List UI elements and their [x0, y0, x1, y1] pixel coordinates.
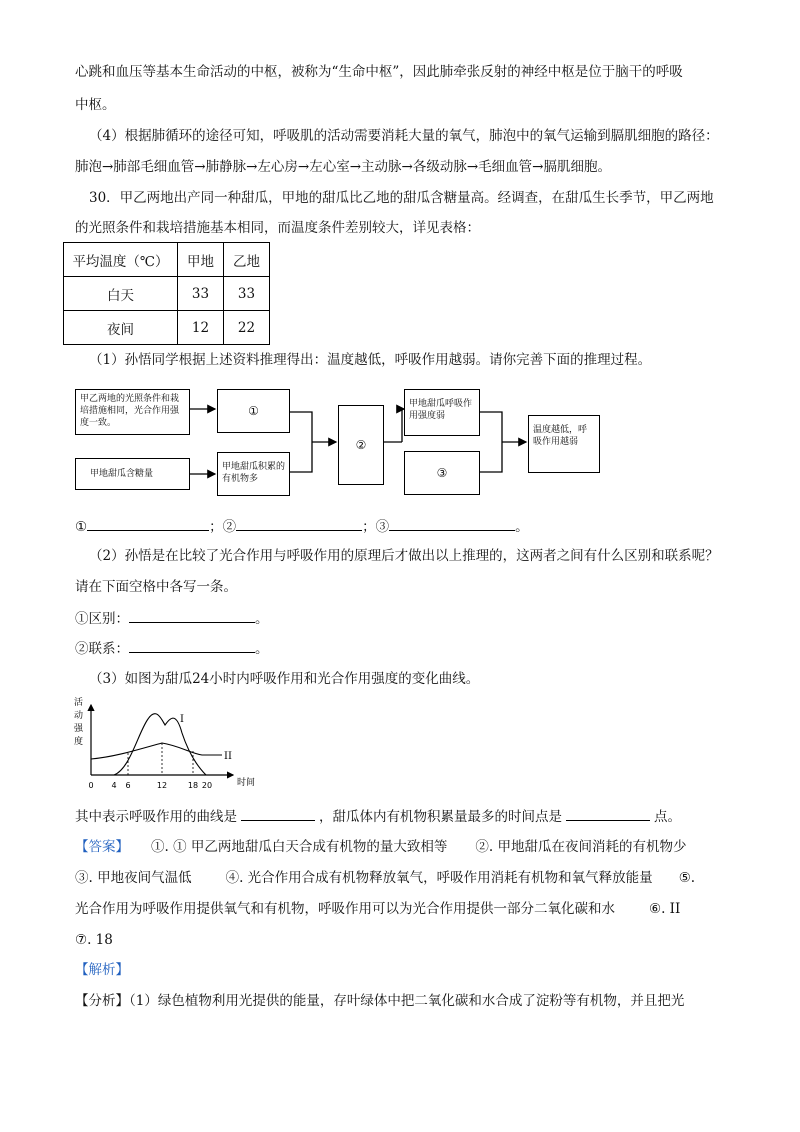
difference-label: ①区别： — [75, 611, 129, 627]
y-axis-label-char: 度 — [74, 737, 84, 747]
analysis-line — [75, 991, 684, 1011]
table-header-cell: 平均温度（℃） — [64, 243, 178, 277]
curve-1-label: I — [180, 714, 184, 725]
blank-1-label: ① — [75, 519, 88, 535]
blank-2-input[interactable] — [236, 516, 362, 531]
answer-5: 光合作用为呼吸作用提供氧气和有机物，呼吸作用可以为光合作用提供一部分二氧化碳和水 — [75, 901, 615, 917]
table-cell: 12 — [178, 311, 224, 345]
x-tick-label: 4 — [111, 781, 117, 790]
question-1: （1）孙悟同学根据上述资料推理得出：温度越低，呼吸作用越弱。请你完善下面的推理过程。 — [89, 352, 652, 368]
x-tick-label: 6 — [125, 781, 131, 790]
x-tick-label: 18 — [187, 781, 199, 790]
q3-text-b: ，甜瓜体内有机物积累量最多的时间点是 — [319, 809, 562, 825]
answer-4: ④. 光合作用合成有机物释放氧气，呼吸作用消耗有机物和氧气释放能量 — [225, 870, 653, 886]
period: 。 — [255, 641, 269, 657]
table-cell: 33 — [224, 277, 270, 311]
text-line: 心跳和血压等基本生命活动的中枢，被称为“生命中枢”，因此肺牵张反射的神经中枢是位于脑干的呼吸 — [75, 64, 683, 80]
table-cell: 夜间 — [64, 311, 178, 345]
answer-line-3 — [75, 899, 680, 919]
blank-3-label: ；③ — [362, 519, 390, 535]
table-header-cell: 甲地 — [178, 243, 224, 277]
table-cell: 33 — [178, 277, 224, 311]
answer-blanks-line — [75, 516, 529, 537]
period: 。 — [255, 611, 269, 627]
answer-line-1 — [75, 837, 686, 857]
question-3: （3）如图为甜瓜24小时内呼吸作用和光合作用强度的变化曲线。 — [89, 671, 480, 687]
question-30-line2: 的光照条件和栽培措施基本相同，而温度条件差别较大，详见表格： — [75, 220, 480, 236]
answer-3: ③. 甲地夜间气温低 — [75, 870, 192, 886]
analysis-sub-tag: 【分析】 — [75, 993, 129, 1009]
max-accumulation-input[interactable] — [566, 806, 650, 821]
respiration-curve-input[interactable] — [241, 806, 315, 821]
curve-respiration — [91, 743, 222, 759]
q3-text-c: 点。 — [654, 809, 681, 825]
y-axis-label-char: 强 — [74, 724, 84, 734]
difference-input[interactable] — [129, 608, 255, 623]
flow-box-respiration: 甲地甜瓜呼吸作用强度弱 — [404, 389, 480, 436]
analysis-tag: 【解析】 — [75, 962, 129, 978]
flow-box-conditions: 甲乙两地的光照条件和栽培措施相同，光合作用强度一致。 — [75, 389, 190, 435]
question-2-line1: （2）孙悟是在比较了光合作用与呼吸作用的原理后才做出以上推理的，这两者之间有什么区别和联系呢？ — [89, 548, 719, 564]
x-axis-label: 时间 — [237, 778, 256, 788]
link-label: ②联系： — [75, 641, 129, 657]
flow-box-organic: 甲地甜瓜积累的有机物多 — [217, 452, 290, 496]
analysis-text: （1）绿色植物利用光提供的能量，存叶绿体中把二氧化碳和水合成了淀粉等有机物，并且把光 — [129, 993, 685, 1009]
curve-2-label: II — [224, 751, 232, 762]
blank-3-input[interactable] — [389, 516, 515, 531]
table-cell: 22 — [224, 311, 270, 345]
x-tick-label: 12 — [156, 781, 168, 790]
blank-2-label: ；② — [209, 519, 237, 535]
text-line: （4）根据肺循环的途径可知，呼吸肌的活动需要消耗大量的氧气，肺泡中的氧气运输到膈肌细胞的路径： — [89, 128, 719, 144]
answer-7: ⑦. 18 — [75, 932, 113, 948]
text-line: 肺泡→肺部毛细血管→肺静脉→左心房→左心室→主动脉→各级动脉→毛细血管→膈肌细胞。 — [75, 159, 611, 175]
answer-1: ①. ① 甲乙两地甜瓜白天合成有机物的量大致相等 — [151, 839, 448, 855]
flow-box-blank-1: ① — [217, 389, 290, 433]
answer-line-2 — [75, 868, 695, 888]
blank-1-input[interactable] — [87, 516, 209, 531]
answer-2: ②. 甲地甜瓜在夜间消耗的有机物少 — [475, 839, 687, 855]
flow-arrows — [0, 0, 800, 520]
q3-text-a: 其中表示呼吸作用的曲线是 — [75, 809, 237, 825]
question-30-line1: 30．甲乙两地出产同一种甜瓜，甲地的甜瓜比乙地的甜瓜含糖量高。经调查，在甜瓜生长季节，甲乙两地 — [89, 190, 714, 206]
difference-line — [75, 608, 269, 629]
flow-box-sugar: 甲地甜瓜含糖量 — [75, 458, 190, 490]
answer-6: ⑥. II — [649, 901, 681, 917]
link-line — [75, 638, 269, 659]
answer-5-marker: ⑤. — [678, 870, 696, 886]
flow-box-blank-3: ③ — [404, 451, 480, 495]
table-cell: 白天 — [64, 277, 178, 311]
text-line: 中枢。 — [75, 97, 116, 113]
flow-box-blank-2: ② — [338, 405, 384, 485]
question-3-answer-line — [75, 806, 681, 827]
question-2-line2: 请在下面空格中各写一条。 — [75, 579, 237, 595]
x-tick-label: 20 — [201, 781, 213, 790]
x-tick-label: 0 — [88, 781, 94, 790]
flow-box-conclusion: 温度越低，呼吸作用越弱 — [528, 415, 600, 473]
answer-tag: 【答案】 — [75, 839, 129, 855]
blank-end: 。 — [515, 519, 529, 535]
y-axis-label-char: 动 — [74, 711, 84, 721]
table-header-cell: 乙地 — [224, 243, 270, 277]
activity-graph-svg — [70, 693, 270, 793]
y-axis-label-char: 活 — [74, 698, 84, 708]
link-input[interactable] — [129, 638, 255, 653]
